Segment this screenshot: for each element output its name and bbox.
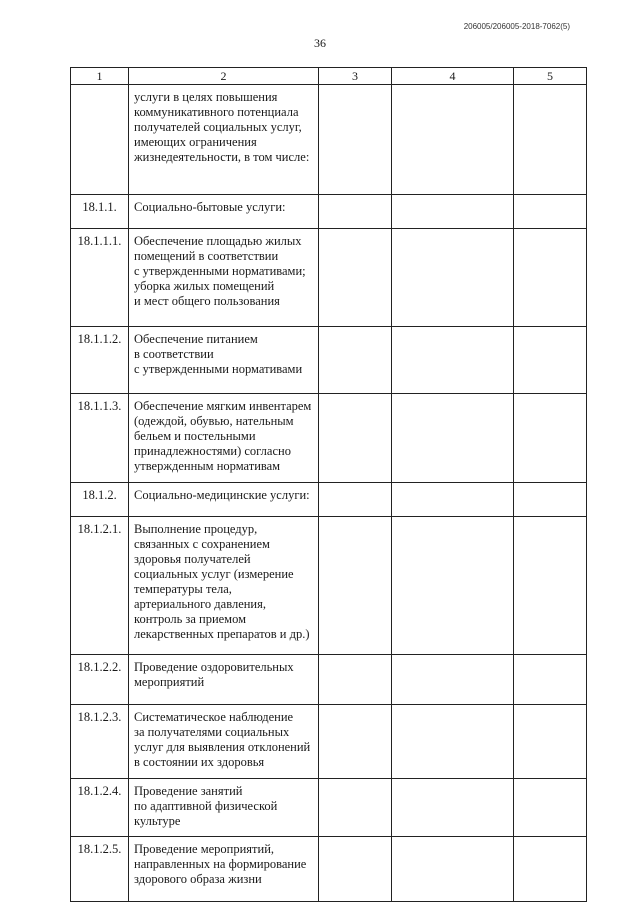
empty-cell [319,779,392,837]
empty-cell [392,705,514,779]
table-row [71,779,587,837]
row-text: Выполнение процедур, связанных с сохранением здоровья получателей социальных услуг (измерение температуры тела, артериального давления, контроль за приемом лекарственных препаратов и др.) [129,517,319,655]
row-text: Социально-бытовые услуги: [129,195,319,229]
services-table [70,67,587,902]
row-text: услуги в целях повышения коммуникативного потенциала получателей социальных услуг, имеющих ограничения жизнедеятельности, в том числе: [129,85,319,195]
table-row [71,85,587,195]
column-header: 4 [392,68,514,85]
row-number: 18.1.2.2. [71,655,129,705]
table-row [71,837,587,902]
empty-cell [319,705,392,779]
row-number: 18.1.1.2. [71,327,129,394]
empty-cell [514,517,587,655]
table-row [71,705,587,779]
empty-cell [319,483,392,517]
table-row [71,229,587,327]
table-row [71,394,587,483]
empty-cell [514,327,587,394]
empty-cell [392,327,514,394]
empty-cell [514,229,587,327]
table-header-row [71,68,587,85]
row-text: Социально-медицинские услуги: [129,483,319,517]
column-header: 1 [71,68,129,85]
row-number: 18.1.1.3. [71,394,129,483]
column-header: 3 [319,68,392,85]
table-row [71,195,587,229]
empty-cell [392,483,514,517]
empty-cell [319,655,392,705]
empty-cell [514,394,587,483]
row-number: 18.1.2.3. [71,705,129,779]
empty-cell [514,655,587,705]
row-number: 18.1.2.4. [71,779,129,837]
table-row [71,483,587,517]
empty-cell [319,327,392,394]
empty-cell [514,705,587,779]
page-number: 36 [314,36,326,50]
empty-cell [514,483,587,517]
empty-cell [392,779,514,837]
table-row [71,327,587,394]
row-text: Систематическое наблюдение за получателями социальных услуг для выявления отклонений в состоянии их здоровья [129,705,319,779]
table-row [71,655,587,705]
empty-cell [514,195,587,229]
empty-cell [392,517,514,655]
empty-cell [514,837,587,902]
table-row [71,517,587,655]
empty-cell [514,85,587,195]
row-number: 18.1.2. [71,483,129,517]
row-number: 18.1.2.1. [71,517,129,655]
row-number: 18.1.1.1. [71,229,129,327]
empty-cell [319,517,392,655]
row-text: Проведение мероприятий, направленных на формирование здорового образа жизни [129,837,319,902]
empty-cell [514,779,587,837]
column-header: 2 [129,68,319,85]
empty-cell [392,195,514,229]
empty-cell [392,837,514,902]
document-code: 206005/206005-2018-7062(5) [463,22,570,31]
row-text: Обеспечение питанием в соответствии с утвержденными нормативами [129,327,319,394]
row-number: 18.1.2.5. [71,837,129,902]
row-number [71,85,129,195]
row-number: 18.1.1. [71,195,129,229]
empty-cell [392,655,514,705]
empty-cell [319,837,392,902]
empty-cell [319,85,392,195]
row-text: Проведение занятий по адаптивной физической культуре [129,779,319,837]
empty-cell [319,394,392,483]
empty-cell [319,229,392,327]
empty-cell [392,85,514,195]
row-text: Проведение оздоровительных мероприятий [129,655,319,705]
empty-cell [319,195,392,229]
empty-cell [392,394,514,483]
row-text: Обеспечение площадью жилых помещений в соответствии с утвержденными нормативами; уборка жилых помещений и мест общего пользования [129,229,319,327]
row-text: Обеспечение мягким инвентарем (одеждой, обувью, нательным бельем и постельными принадлежностями) согласно утвержденным нормативам [129,394,319,483]
empty-cell [392,229,514,327]
column-header: 5 [514,68,587,85]
